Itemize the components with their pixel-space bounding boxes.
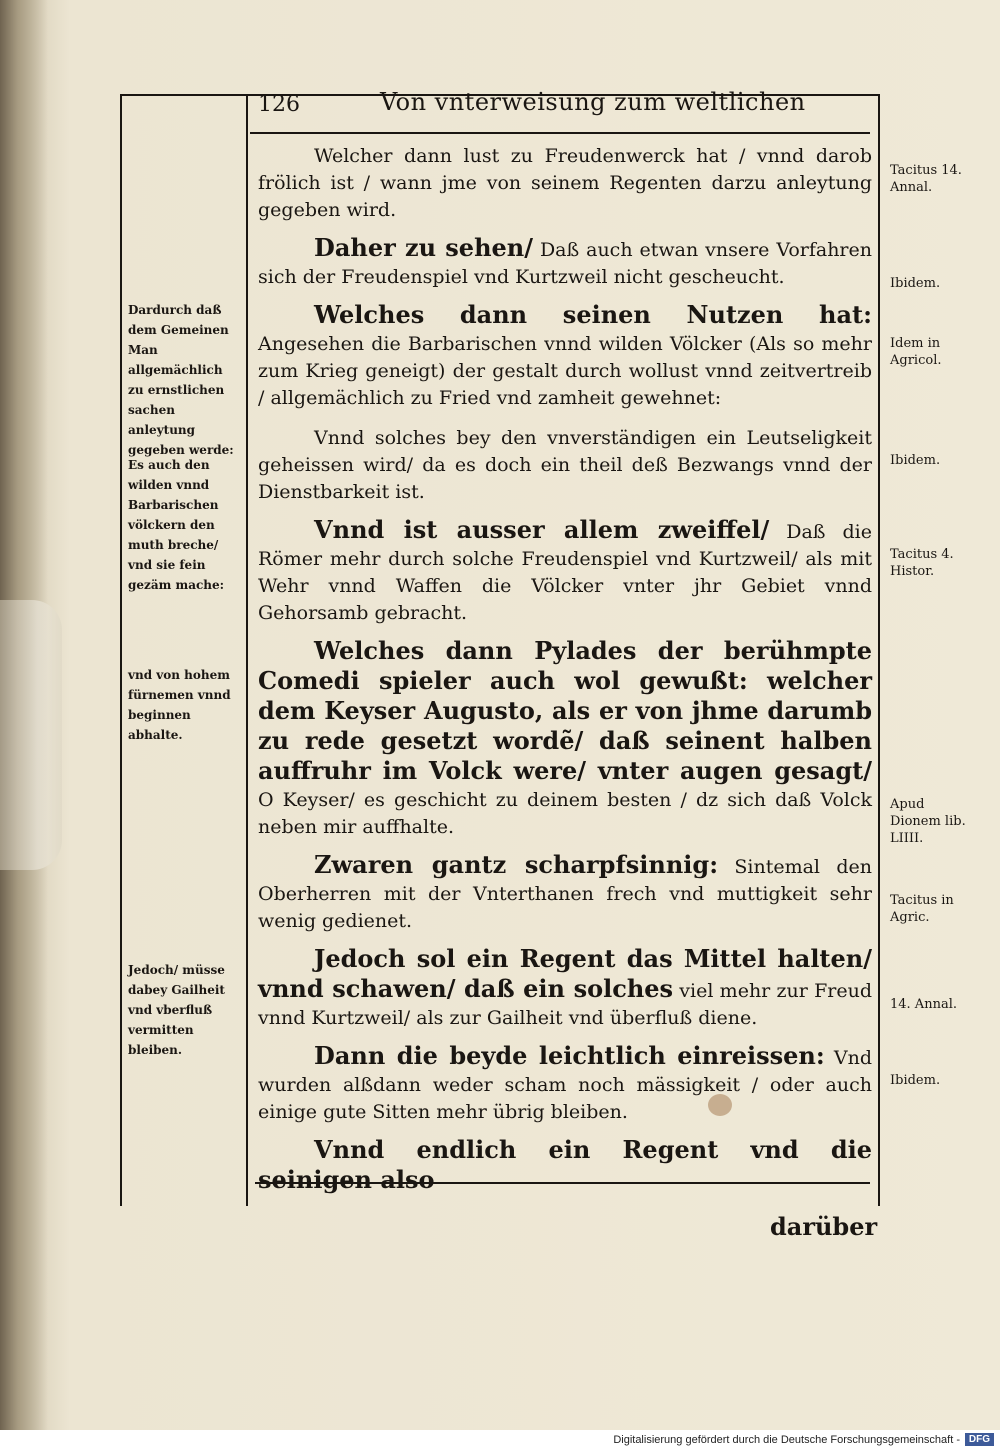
right-note: 14. Annal. xyxy=(890,997,957,1012)
page-clip xyxy=(0,600,62,870)
right-note: Ibidem. xyxy=(890,453,941,468)
paragraph: Vnnd ist ausser allem zweiffel/ Daß die Römer mehr durch solche Freudenspiel vnd Kurtzweil/ als mit Wehr vnnd Waffen die Völcker vnter jhr Gebiet vnnd Gehorsamb gebracht. xyxy=(258,515,872,624)
right-note: Tacitus 4. Histor. xyxy=(890,547,954,579)
paragraph: Vnnd solches bey den vnverständigen ein Leutseligkeit geheissen wird/ da es doch ein theil deß Bezwangs vnnd der Dienstbarkeit ist. xyxy=(258,427,872,503)
right-note: Ibidem. xyxy=(890,276,941,291)
funding-credit: Digitalisierung gefördert durch die Deutsche Forschungsgemeinschaft - xyxy=(613,1434,960,1446)
page-number: 126 xyxy=(258,92,300,117)
footer-bar xyxy=(0,1430,1000,1451)
paragraph: Zwaren gantz scharpfsinnig: Sintemal den Oberherren mit der Vnterthanen frech vnd muttigkeit sehr wenig gedienet. xyxy=(258,850,872,932)
paragraph: Welcher dann lust zu Freudenwerck hat / vnnd darob frölich ist / wann jme von seinem Regenten darzu anleytung gegeben wird. xyxy=(258,145,872,221)
paragraph: Jedoch sol ein Regent das Mittel halten/ vnnd schawen/ daß ein solches viel mehr zur Freud vnnd Kurtzweil/ als zur Gailheit vnd überfluß diene. xyxy=(258,944,872,1029)
header-rule xyxy=(250,132,870,134)
paragraph: Vnnd endlich ein Regent vnd die seinigen also xyxy=(258,1135,872,1194)
paragraph: Welches dann seinen Nutzen hat: Angesehen die Barbarischen vnnd wilden Völcker (Als so mehr zum Krieg geneigt) der gestalt durch wollust vnnd zeitvertreib / allgemächlich zu Fried vnd zamheit gewehnet: xyxy=(258,300,872,409)
right-note: Ibidem. xyxy=(890,1073,941,1088)
paragraph: Welches dann Pylades der berühmpte Comedi spieler auch wol gewußt: welcher dem Keyser Augusto, als er von jhme darumb zu rede gesetzt wordẽ/ daß seinent halben auffruhr im Volck were/ vnter augen gesagt/ O Keyser/ es geschicht zu deinem besten / dz sich daß Volck neben mir auffhalte. xyxy=(258,636,872,838)
right-note: Idem in Agricol. xyxy=(890,336,942,368)
right-note: Tacitus in Agric. xyxy=(890,893,954,925)
left-margin-rule xyxy=(120,94,122,1206)
left-gloss: Es auch den wilden vnnd Barbarischen völckern den muth breche/ vnd sie fein gezäm mache: xyxy=(128,458,225,592)
left-gloss: Jedoch/ müsse dabey Gailheit vnd vberfluß vermitten bleiben. xyxy=(128,963,225,1057)
paragraph: Daher zu sehen/ Daß auch etwan vnsere Vorfahren sich der Freudenspiel vnd Kurtzweil nicht gescheucht. xyxy=(258,233,872,288)
right-note: Apud Dionem lib. LIIII. xyxy=(890,797,966,846)
dfg-logo: DFG xyxy=(965,1433,994,1446)
inner-rule xyxy=(246,94,248,1206)
left-gloss: vnd von hohem fürnemen vnnd beginnen abhalte. xyxy=(128,668,231,742)
running-title: Von vnterweisung zum weltlichen xyxy=(380,88,806,116)
left-gloss: Dardurch daß dem Gemeinen Man allgemächlich zu ernstlichen sachen anleytung gegeben werde: xyxy=(128,303,234,457)
paragraph: Dann die beyde leichtlich einreissen: Vnd wurden alßdann weder scham noch mässigkeit / oder auch einige gute Sitten mehr übrig bleiben. xyxy=(258,1041,872,1123)
main-text xyxy=(258,140,872,1206)
right-rule xyxy=(878,94,880,1206)
right-note: Tacitus 14. Annal. xyxy=(890,163,962,195)
catchword: darüber xyxy=(770,1212,878,1241)
